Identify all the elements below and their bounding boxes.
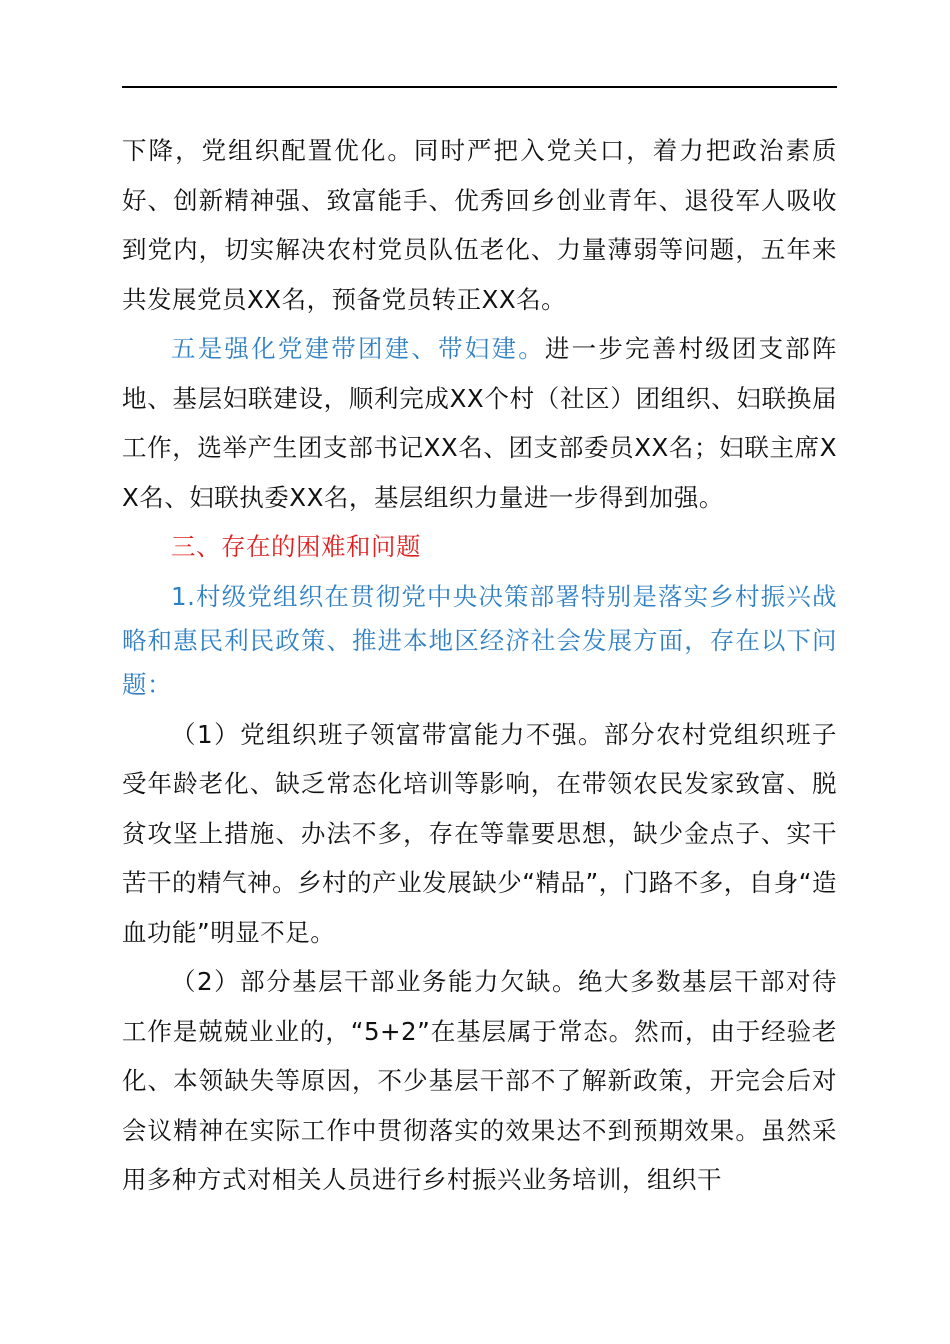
- problem-item-2: （2）部分基层干部业务能力欠缺。绝大多数基层干部对待工作是兢兢业业的，“5+2”在基层属于常态。然而，由于经验老化、本领缺失等原因，不少基层干部不了解新政策，开完会后对会议精神在实际工作中贯彻落实的效果达不到预期效果。虽然采用多种方式对相关人员进行乡村振兴业务培训，组织干: [122, 967, 837, 1194]
- problem-item-1: （1）党组织班子领富带富能力不强。部分农村党组织班子受年龄老化、缺乏常态化培训等影响，在带领农民发家致富、脱贫攻坚上措施、办法不多，存在等靠要思想，缺少金点子、实干苦干的精气神。乡村的产业发展缺少“精品”，门路不多，自身“造血功能”明显不足。: [122, 719, 837, 947]
- paragraph-youth-women-league: [122, 324, 837, 522]
- subheading-point-five: 五是强化党建带团建、带妇建。: [171, 334, 545, 363]
- problem-heading-1: 1.村级党组织在贯彻党中央决策部署特别是落实乡村振兴战略和惠民利民政策、推进本地区经济社会发展方面，存在以下问题：: [122, 581, 837, 699]
- paragraph-party-development: 下降，党组织配置优化。同时严把入党关口，着力把政治素质好、创新精神强、致富能手、优秀回乡创业青年、退役军人吸收到党内，切实解决农村党员队伍老化、力量薄弱等问题，五年来共发展党员XX名，预备党员转正XX名。: [122, 136, 837, 314]
- section-heading-problems: 三、存在的困难和问题: [171, 532, 421, 561]
- header-rule: [122, 86, 837, 88]
- document-body: [122, 126, 837, 1205]
- paragraph-youth-women-league-body: 进一步完善村级团支部阵地、基层妇联建设，顺利完成XX个村（社区）团组织、妇联换届工作，选举产生团支部书记XX名、团支部委员XX名；妇联主席XX名、妇联执委XX名，基层组织力量进一步得到加强。: [122, 334, 838, 512]
